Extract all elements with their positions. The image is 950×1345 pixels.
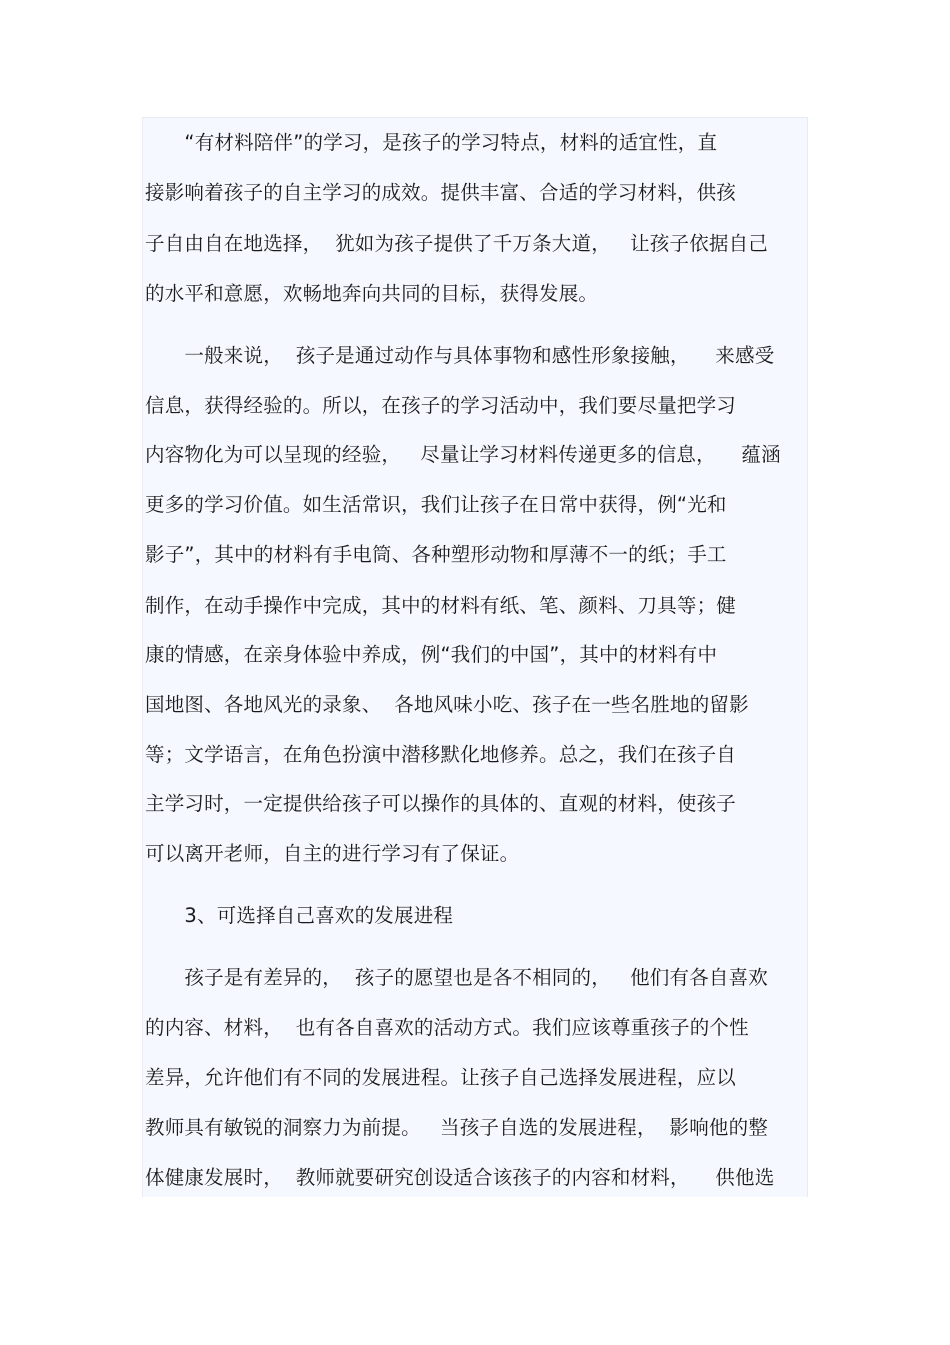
paragraph-line: 影子”，其中的材料有手电筒、各种塑形动物和厚薄不一的纸；手工 [145,543,727,566]
paragraph-line: 信息，获得经验的。所以，在孩子的学习活动中，我们要尽量把学习 [145,394,737,417]
paragraph-line: 一般来说， 孩子是通过动作与具体事物和感性形象接触， 来感受 [145,344,775,367]
paragraph-line: 的内容、材料， 也有各自喜欢的活动方式。我们应该尊重孩子的个性 [145,1016,749,1039]
paragraph-line: 子自由自在地选择， 犹如为孩子提供了千万条大道， 让孩子依据自己 [145,232,768,255]
document-text-block [142,117,808,1197]
paragraph-line: “有材料陪伴”的学习，是孩子的学习特点，材料的适宜性，直 [145,131,718,154]
paragraph-line: 的水平和意愿，欢畅地奔向共同的目标，获得发展。 [145,282,599,305]
paragraph-line: 等；文学语言，在角色扮演中潜移默化地修养。总之，我们在孩子自 [145,743,737,766]
paragraph-line: 主学习时，一定提供给孩子可以操作的具体的、直观的材料，使孩子 [145,792,737,815]
section-heading: 3、可选择自己喜欢的发展进程 [145,904,454,927]
paragraph-line: 教师具有敏锐的洞察力为前提。 当孩子自选的发展进程， 影响他的整 [145,1116,768,1139]
paragraph-line: 制作，在动手操作中完成，其中的材料有纸、笔、颜料、刀具等；健 [145,594,737,617]
paragraph-line: 国地图、各地风光的录象、 各地风味小吃、孩子在一些名胜地的留影 [145,693,749,716]
paragraph-line: 内容物化为可以呈现的经验， 尽量让学习材料传递更多的信息， 蕴涵 [145,443,781,466]
paragraph-line: 孩子是有差异的， 孩子的愿望也是各不相同的， 他们有各自喜欢 [145,966,768,989]
paragraph-line: 可以离开老师，自主的进行学习有了保证。 [145,842,520,865]
paragraph-line: 接影响着孩子的自主学习的成效。提供丰富、合适的学习材料，供孩 [145,181,737,204]
paragraph-line: 差异，允许他们有不同的发展进程。让孩子自己选择发展进程，应以 [145,1066,737,1089]
paragraph-line: 更多的学习价值。如生活常识，我们让孩子在日常中获得，例“光和 [145,493,727,516]
paragraph-line: 康的情感，在亲身体验中养成，例“我们的中国”，其中的材料有中 [145,643,718,666]
paragraph-line: 体健康发展时， 教师就要研究创设适合该孩子的内容和材料， 供他选 [145,1166,775,1189]
